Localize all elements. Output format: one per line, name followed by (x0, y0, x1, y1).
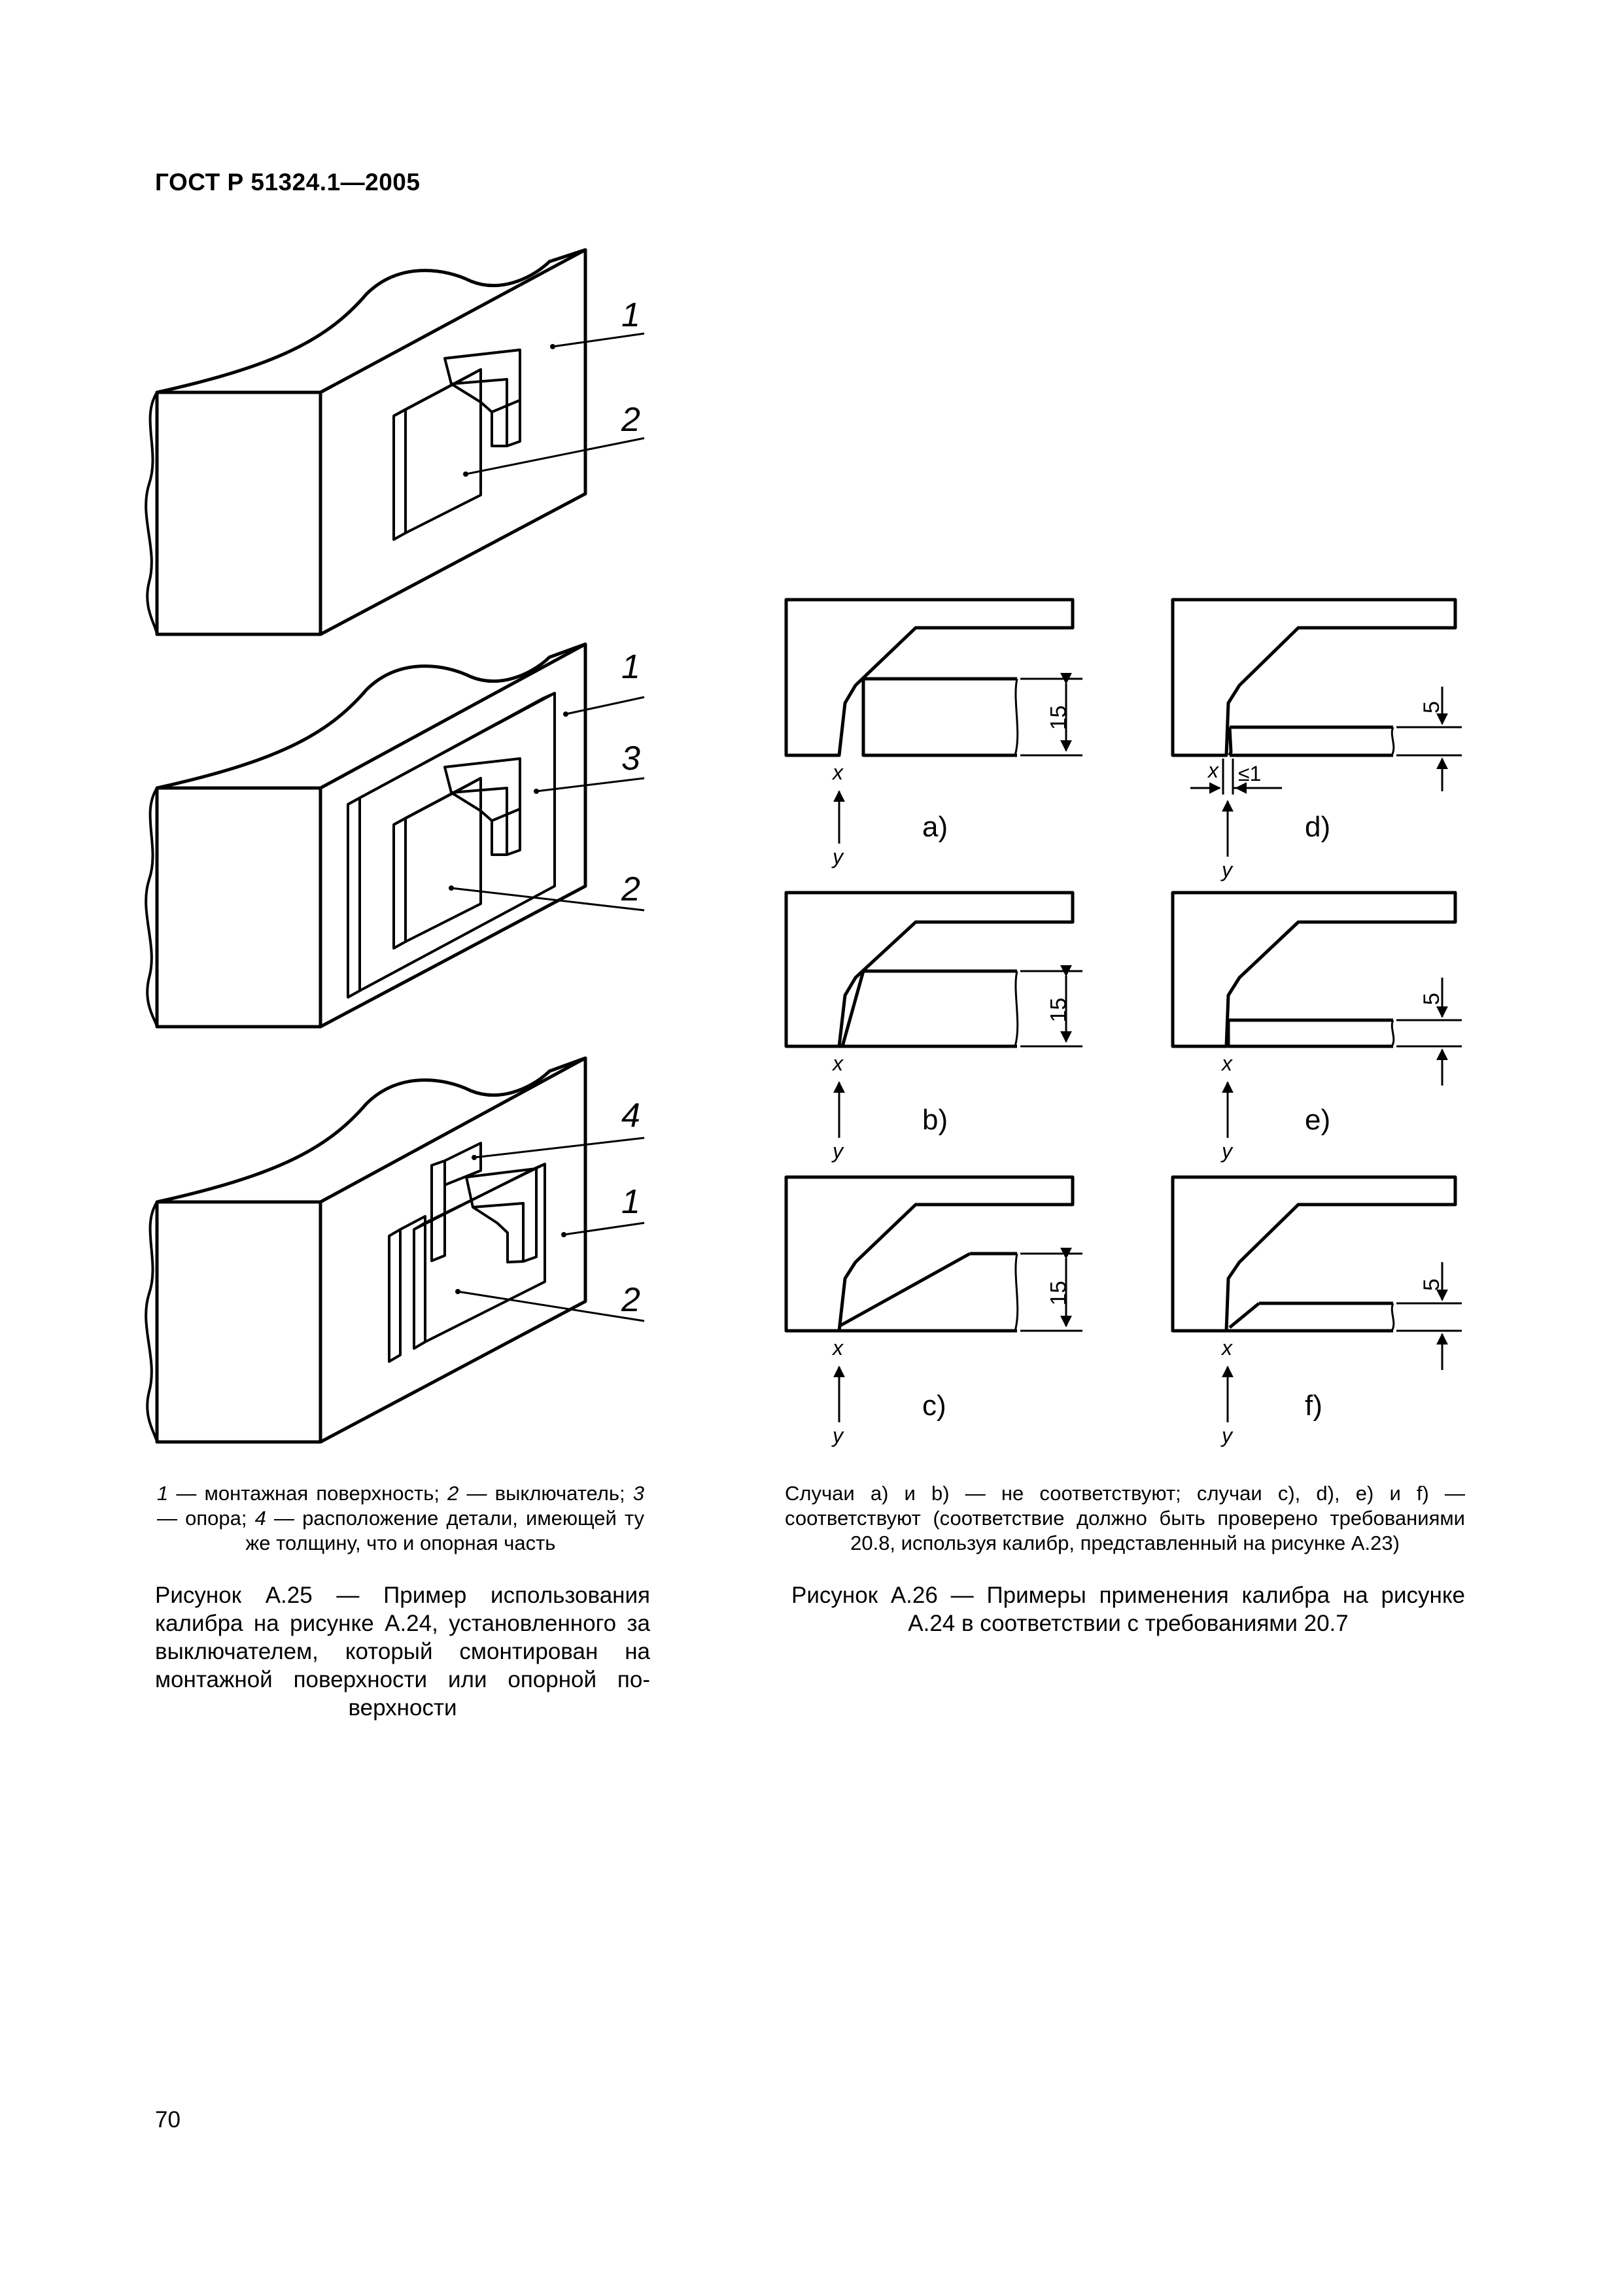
panel-c (786, 1177, 1082, 1422)
dim-d-gap: ≤1 (1238, 762, 1262, 785)
callout-1-bottom: 1 (621, 1183, 640, 1221)
dim-e: 5 (1419, 993, 1444, 1005)
callout-1-middle: 1 (621, 648, 640, 686)
callout-1-top: 1 (621, 296, 640, 334)
axis-x-c: x (833, 1336, 843, 1360)
dim-d: 5 (1419, 701, 1444, 713)
axis-x-f: x (1222, 1336, 1232, 1360)
axis-x-b: x (833, 1052, 843, 1075)
dim-c: 15 (1046, 1280, 1071, 1306)
panel-e-label: e) (1305, 1104, 1331, 1136)
page-number: 70 (155, 2107, 181, 2133)
callout-2-bottom: 2 (621, 1281, 640, 1319)
axis-y-b: y (833, 1139, 843, 1163)
panel-a-label: a) (922, 811, 948, 843)
panel-e (1173, 893, 1462, 1138)
dim-b: 15 (1046, 997, 1071, 1023)
panel-b (786, 893, 1082, 1138)
axis-x-d: x (1208, 759, 1218, 782)
axis-y-a: y (833, 845, 843, 868)
dim-a: 15 (1046, 705, 1071, 730)
panel-b-label: b) (922, 1104, 948, 1136)
document-header: ГОСТ Р 51324.1—2005 (155, 169, 421, 196)
callout-4-bottom: 4 (621, 1097, 640, 1135)
dim-f: 5 (1419, 1278, 1444, 1291)
axis-y-e: y (1222, 1139, 1232, 1163)
axis-y-f: y (1222, 1424, 1232, 1447)
panel-c-label: c) (922, 1390, 946, 1422)
figure-a26-legend: Случаи а) и b) — не соответствуют; случаи с), d), е) и f) — соответствуют (соответствие должно быть проверено требованиями 20.8, используя калибр, представленный на рисунке А.23) (785, 1482, 1465, 1554)
figure-a25-caption: Рисунок А.25 — Пример использования калибра на рисунке А.24, установленного за выключателем, который смонтирован на монтажной поверхности или опорной поверхности (155, 1583, 650, 1721)
panel-a (786, 600, 1082, 844)
figure-a25-legend: 1 — монтажная поверхность; 2 — выключатель; 3 — опора; 4 — расположение детали, имеющей ту же толщину, что и опорная часть (157, 1482, 645, 1554)
figure-a26-caption: Рисунок А.26 — Примеры применения калибра на рисунке А.24 в соответствии с требованиями 20.7 (791, 1583, 1465, 1636)
panel-f (1173, 1177, 1462, 1422)
callout-2-top: 2 (621, 401, 640, 439)
axis-x-e: x (1222, 1052, 1232, 1075)
axis-y-c: y (833, 1424, 843, 1447)
axis-y-d: y (1222, 858, 1232, 882)
panel-f-label: f) (1305, 1390, 1322, 1422)
axis-x-a: x (833, 761, 843, 784)
callout-3-middle: 3 (621, 740, 640, 778)
callout-2-middle: 2 (621, 870, 640, 908)
panel-d-label: d) (1305, 811, 1331, 843)
